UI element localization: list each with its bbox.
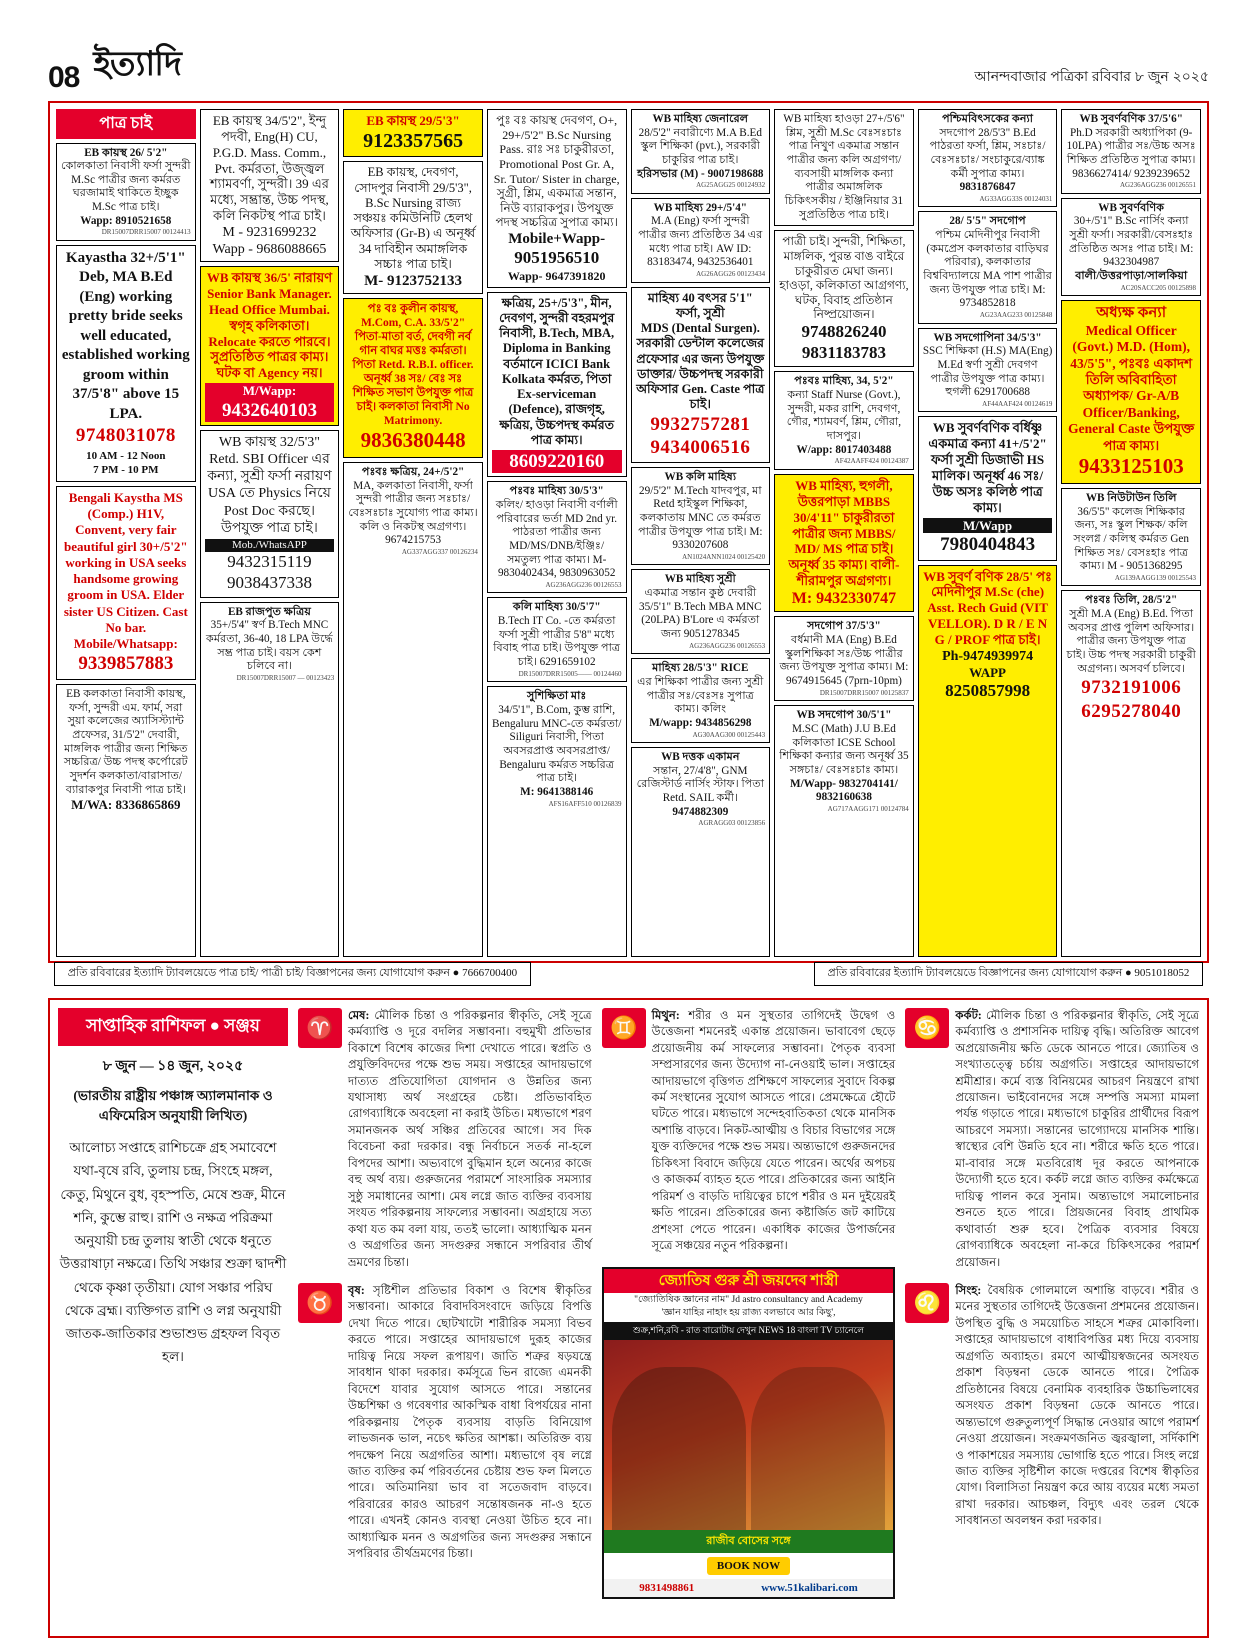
sign-body: সৃষ্টিশীল প্রতিভার বিকাশ ও বিশেষ স্বীকৃতির সম্ভাবনা। আকারে বিবাদবিসংবাদে জড়িয়ে বিপত্তি দেখা দিতে পারে। ছোটখাটো শারীরিক সমস্যা বিভব করতে পারে। সপ্তাহের আদায়ভাগে দুরূহ কাজের দায়িত্ব নিয়ে সফল রূপায়ণ। জাতি শত্রুর ষড়যন্ত্রে সাবধান থাকা দরকার। কর্মসূত্রে ভিন রাজ্যে এমনকী বিদেশে যাবার সুযোগ আসতে পারে। সন্তানের উচ্চশিক্ষা ও গবেষণার আকস্মিক বাধা বিপর্যয়ের নানা পরিকল্পনায় পৈতৃক ব্যবসায় বাড়তি বিনিয়োগ লাভজনক ভাল, নচেৎ ক্ষতির আশঙ্কা। অতিরিক্ত ব্যয় পদক্ষেপ নিয়ে অগ্রগতির আশা। মধ্যভাগে বৃষ লগ্নে জাত ব্যক্তির কর্ম পরিবর্তনের চেষ্টায় শুভ ফল মিলতে পারে। অতিমানিয়া ভাব বা সতেজবাদ বাড়বে। পরিবারের কারও আচরণ সন্তোষজনক না-ও হতে পারে। এখনই কোনও ব্যবস্থা নেওয়া উচিত হবে না। আধ্যাত্মিক মনন ও অগ্রগতির জন্য সদগুরুর সন্ধানে সপরিবার তীর্থভ্রমণের চিন্তা।	[348, 1284, 592, 1561]
sign-body: শরীর ও মন সুস্থতার তাগিদেই উদ্বেগ ও উত্তেজনা শমনেরই একান্ত প্রয়োজন। ভাবাবেগ ছেড়ে প্রয়োজনীয় কর্ম সাফল্যের সম্ভাবনা। পৈতৃক ব্যবসা সম্প্রসারণের জন্য উদ্যোগ না-নেওয়াই ভাল। সপ্তাহের আদায়ভাগে বৃত্তিগত প্রশিক্ষণে সাফল্যের সুবাদে বিকল্প কর্ম সংস্থানের সুযোগ আসতে পারে। প্রেমক্ষেত্রে হৌটে ঘটতে পারে। মধ্যভাগে সন্দেহবাতিকতা থেকে মানসিক অশান্তি বাড়বে। নিকট-আত্মীয় ও বিচার বিভাগের সঙ্গে যুক্ত ব্যক্তিদের পক্ষে শুভ সময়। অন্ত্যভাগে গুরুজনদের চিকিৎসা বিবাদে জড়িয়ে যেতে পারেন। অর্থের অপচয় ও কাজকর্ম ব্যাহত হতে পারে। প্রতিকারের জন্য আইনি পরিমর্শ ও বাড়তি দায়িত্বের চাপে শরীর ও মন দুইয়েরই ক্ষতি পারেন। প্রতিকারের জন্য কষ্টার্জিত জট কাটিয়ে প্রশংসা পেতে পারেন। একাধিক কাজের উপার্জনের সূত্রে সঞ্চয়ের নতুন পরিকল্পনা।	[651, 1008, 896, 1253]
ad-title: WB মাহিষ্য 29+/5'4"	[653, 201, 747, 214]
ad-title: পঃবঃ ক্ষত্রিয়, 24+/5'2"	[361, 466, 465, 479]
classified-ad	[918, 211, 1058, 323]
sign-text	[955, 1008, 1199, 1271]
classified-ad	[56, 143, 196, 241]
sign-text	[652, 1008, 896, 1255]
ad-phone[interactable]: M: 9432330747	[791, 589, 897, 607]
ad-code: DR15007DRR15005—— 00124460	[518, 669, 622, 678]
ad-phone[interactable]: 9748031078	[75, 425, 176, 447]
classified-column	[200, 109, 340, 957]
astro-phone[interactable]: 9831498861	[639, 1581, 695, 1594]
astro-contact-bar	[604, 1579, 894, 1597]
astrology-advertisement[interactable]	[602, 1267, 896, 1599]
horoscope-sign-taurus	[298, 1283, 592, 1563]
classified-column	[774, 109, 914, 957]
ad-title: অধ্যক্ষ কন্যা	[1096, 305, 1167, 322]
ad-body: 28/5'2" নবারীণ্যে M.A B.Ed স্কুল শিক্ষিকা (pvt.), সরকারী চাকুরির পাত্র চাই।	[638, 126, 762, 166]
classified-ad	[774, 230, 914, 367]
astro-photo-figure-right	[751, 1367, 884, 1530]
ad-body: Medical Officer (Govt.) M.D. (Hom), 43/5'5", পঃবঃ একাদশ তিলি অবিবাহিতা অধ্যাপক/ Gr-A/B Officer/Banking, General Caste উপযুক্ত পাত্র কাম্য।	[1068, 322, 1195, 453]
classified-ad	[774, 109, 914, 226]
ad-title: EB কায়স্থ 26/ 5'2"	[84, 146, 168, 159]
ad-phone[interactable]: 9339857883	[78, 653, 174, 675]
astro-tv-strip: শুক্র,শনি,রবি - রাত বারোটায় দেখুন NEWS 18 বাংলা TV চ্যানেলে	[604, 1322, 894, 1340]
ad-phone[interactable]: 7980404843	[940, 534, 1036, 556]
ad-body: WB মাহিষ্য হাওড়া 27+/5'6" শ্লিম, সুশ্রী M.Sc বেঃসঃচাঃ পাত্র নিখুণ একমাত্র সন্তান পাত্রীর জন্য কলি অগ্রগণ্য/ ব্যবসায়ী মাঙ্গলিক কন্যা পাত্রীর অমাঙ্গলিক চিকিৎসকীয় / ইঞ্জিনিয়ার 31 সুপ্রতিষ্ঠিত পাত্র চাই।	[783, 113, 905, 221]
ad-phone-1[interactable]: M - 9231699232	[222, 225, 317, 241]
footer-note-left: প্রতি রবিবারের ইত্যাদি ট্যাবলয়েডে পাত্র চাই/ পাত্রী চাই/ বিজ্ঞাপনের জন্য যোগাযোগ করুন ● 7666700400	[54, 962, 531, 986]
horoscope-sign-aries	[298, 1008, 592, 1271]
horoscope-intro-column	[58, 1008, 288, 1628]
classified-ad	[200, 602, 340, 957]
ad-phone[interactable]: 8609220160	[492, 450, 622, 473]
classified-ad	[1061, 109, 1201, 194]
ad-phone-1[interactable]: 9732191006	[1081, 677, 1182, 699]
ad-phone-label: Mob./WhatsAPP	[205, 539, 335, 552]
ad-body: কলিং/ হাওড়া নিবাসী বর্ণালী পরিবারের ভর্তা MD 2nd yr. পাঠরতা পাত্রীর জন্য MD/MS/DNB/ইঞ্জিঃ/ সমতুল্য পাত্র কাম্য। M-9830402434, 9830963052	[495, 498, 618, 580]
ad-body: EB কলকাতা নিবাসী কায়স্থ, ফর্সা, সুন্দরী এম. ফার্ম, সরা সুয়া কলেজের অ্যাসিস্ট্যান্ট প্রফেসর, 31/5'2" দেবারী, মাঙ্গলিক পাত্রীর জন্য শিক্ষিত সচ্চরিত্র/ উচ্চ পদস্থ কর্পোরেট সুদর্শন কলকাতা/বারাসাত/ব্যারাকপুর নিবাসী পাত্র চাই।	[63, 688, 188, 796]
astro-photo	[604, 1340, 894, 1530]
ad-phone-2[interactable]: 6295278040	[1081, 700, 1182, 722]
masthead	[0, 0, 1257, 101]
astro-tagline-bn: 'জ্ঞান যাহির নাহাং হয় রাজ্য বলভাবে আর কিছু',	[661, 1308, 836, 1319]
ad-phone[interactable]: W/app: 8017403488	[796, 443, 892, 456]
ad-phone-2: WAPP	[969, 664, 1006, 680]
astro-website[interactable]: www.51kalibari.com	[761, 1581, 858, 1594]
ad-code: AG33AGG33S 00124031	[979, 194, 1053, 203]
sign-name: কর্কট:	[955, 1008, 982, 1022]
ad-phone[interactable]: 9432640103	[205, 399, 335, 422]
classified-ad	[487, 481, 627, 593]
ad-title: পশ্চিমবিৎসকের কন্যা	[942, 113, 1034, 125]
classified-ad	[1061, 300, 1201, 484]
ad-title: পঃবঃ মাহিষ্য 30/5'3"	[509, 485, 604, 498]
ad-body: WB সুবর্ণবণিক বর্ধিষ্ণু একমাত্র কন্যা 41+/5'2" ফর্সা সুশ্রী ডিজাভী HS মালিক। অনূর্ধ্ব 46 সঃ/উচ্চ অসঃ কলিষ্ঠ পাত্র কাম্য।	[928, 420, 1047, 515]
page-number: 08	[48, 61, 80, 94]
ad-code: AG30AAG300 00125443	[692, 730, 766, 739]
classified-ad	[918, 565, 1058, 957]
sign-name: মেষ:	[348, 1008, 370, 1022]
astro-photo-figure-left	[612, 1367, 745, 1530]
classified-ad	[631, 747, 771, 957]
astro-book-now-wrap	[604, 1553, 894, 1579]
ad-code: AG717AAGG171 00124784	[827, 804, 909, 813]
classified-ad	[918, 328, 1058, 413]
sign-body: বৈষয়িক গোলমালে অশান্তি বাড়বে। শরীর ও মনের সুস্থতার তাগিদেই উত্তেজনা প্রশমনের প্রয়োজন। উপস্থিত বুদ্ধি ও সময়োচিত সাহসে শত্রুর মোকাবিলা। সপ্তাহের আদায়ভাগে বাধাবিপত্তির মধ্য দিয়ে ব্যবসায় অগ্রগতি অব্যাহত। রমণে আত্মীয়স্বজনের অসংযত প্রকাশ বিড়ম্বনা ডেকে আনতে পারে। পৈত্রিক প্রতিষ্ঠানের বিষয়ে বেনামিক ব্যবহারিক উচ্চাভিলাষের অসংযত প্রকাশ বিড়ম্বনা ডেকে আনতে পারে। অন্ত্যভাগে গুরুতুল্যপূর্ণ সিদ্ধান্ত নেওয়ার আগে পরামর্শ নেওয়া প্রয়োজন। সংক্রমণজনিত জ্বরজ্বালা, সর্দিকাশি ও পাকাশয়ের সমস্যায় ভোগান্তি হতে পারে। সিংহ লগ্নে জাত ব্যক্তির সৃষ্টিশীল কাজে দপ্তরের বিশেষ স্বীকৃতির যোগ। বিলাসিতা নিয়ন্ত্রণ করে আয় ব্যয়ের মধ্যে সমতা রাখা দরকার। আচঞ্চল, বিদ্যুৎ এবং তরল থেকে সাবধানতা অবলম্বন করা দরকার।	[955, 1284, 1200, 1528]
ad-body: Bengali Kaystha MS (Comp.) H1V, Convent, very fair beautiful girl 30+/5'2" working in USA seeks handsome growing groom in USA. Elder sister US Citizen. Cast No bar.	[63, 489, 188, 635]
astro-caption: রাজীব বোসের সঙ্গে	[604, 1530, 894, 1553]
ad-body: ক্ষত্রিয়, 25+/5'3", মীন, দেবগণ, সুন্দরী বহরমপুর নিবাসী, B.Tech, MBA, Diploma in Banking বর্তমানে ICICI Bank Kolkata কর্মরত, পিতা Ex-serviceman (Defence), রাজগৃহ, ক্ষত্রিয়, উচ্চপদস্থ কর্মরত পাত্র কাম্য।	[499, 295, 615, 447]
ad-code: AN1024ANN1024 00125420	[682, 552, 766, 561]
astro-headline: জ্যোতিষ গুরু শ্রী জয়দেব শাস্ত্রী	[604, 1269, 894, 1293]
ad-body: কোলকাতা নিবাসী ফর্সা সুন্দরী M.Sc পাত্রীর জন্য কর্মরত ঘরজামাই থাকিতে ইচ্ছুক M.Sc পাত্র চাই।	[61, 160, 191, 214]
classified-ad	[1061, 590, 1201, 957]
horoscope-sign-leo	[905, 1283, 1199, 1530]
ad-code: AF42AAFF424 00124387	[834, 457, 909, 466]
ad-title: WB সুবর্ণবণিক	[1098, 201, 1165, 214]
ad-phone[interactable]: হরিসভার (M) - 9007198688	[637, 167, 764, 180]
classified-footer	[48, 962, 1209, 986]
horoscope-section	[48, 998, 1209, 1638]
ad-title: WB সদগোপ 30/5'1"	[796, 709, 892, 722]
ad-body: 36/5'5" কলেজ শিক্ষিকার জন্য, সঃ স্কুল শিক্ষক/ কলি সংলগ্ন / কলিস্থ কর্মরত Gen শিক্ষিত সঃ/ বেসঃহাঃ পাত্র কাম্য। M - 9051368295	[1073, 505, 1189, 573]
ad-phone-2[interactable]: 9434006516	[650, 436, 751, 458]
ad-title: পঃবঃ মাহিষ্য, 34, 5'2"	[794, 375, 894, 388]
ad-line-2: Head Office Mumbai.	[208, 301, 330, 317]
ad-title: মাহিষ্য 28/5'3" RICE	[652, 662, 749, 675]
classified-ad	[200, 430, 340, 597]
ad-phone[interactable]: M/WA: 8336865869	[71, 797, 181, 813]
sign-name: মিথুন:	[651, 1008, 680, 1022]
ad-code: DR15007DRR15007 — 00123423	[236, 673, 335, 682]
classified-ad	[774, 705, 914, 957]
ad-body: পশ্চিম মেদিনীপুর নিবাসী (কমপ্রেস কলকাতার বাড়িঘর পরিবার), কলকাতার বিশ্ববিদ্যালয়ে MA পাশ পাত্রীর জন্য উপযুক্ত পাত্র চাই। M: 9734852818	[923, 229, 1052, 310]
classified-ad	[1061, 198, 1201, 296]
ad-line-6: ঘটক বা Agency নয়।	[216, 365, 323, 381]
classified-ad	[487, 292, 627, 478]
ad-title: WB মাহিষ্য সুশ্রী	[664, 573, 736, 586]
classified-ad	[631, 467, 771, 565]
ad-code: DR15007DRR15007 00125837	[819, 688, 909, 697]
sign-body: মৌলিক চিন্তা ও পরিকল্পনার স্বীকৃতি, সেই সূত্রে কর্মব্যাপ্তি ও দূরে বদলির সম্ভাবনা। বহুমুখী প্রতিভার বিকাশে বিশেষ কাজের দিশা দেখাতে পারে। স্বপ্রতি ও প্রযুক্তিবিদদের পক্ষে শুভ সময়। সপ্তাহের আদায়ভাগে দাত্যত প্রতিযোগিতা যোগদান ও উন্নতির জন্য যথাসাধ্য অর্থ সংগ্রহের চেষ্টা। প্রতিভাবহিত রোগব্যাধিকে অবহেলা না করাই উচিত। মধ্যভাগে শরণ সমানজনক অর্থ সঞ্চির প্রতিবের আগে। সব দিক বিবেচনা করা দরকার। বন্ধু নির্বাচনে সতর্ক না-হলে বিপদের আশা। অভ্যবাগে বুদ্ধিমান হলে অন্যের কাজে বহু অর্থ ব্যয়। গুরুজনের পরামর্শে সাংসারিক সমস্যার সুষ্ঠু সমাধানের আশা। মেষ লগ্নে জাত ব্যক্তির ব্যবসায় সংযত পরিকল্পনায় সাফল্যের সম্ভাবনা। অগ্রহায়ে সত্য কথা যত কম বলা যায়, ততই ভালো। আধ্যাত্মিক মনন ও অগ্রগতির জন্য সদগুরুর সন্ধানে সপরিবার তীর্থ ভ্রমণের চিন্তা।	[348, 1008, 592, 1269]
ad-phone-1[interactable]: 9432315119	[227, 552, 312, 572]
ad-body: EB কায়স্থ 29/5'3"	[366, 113, 460, 128]
classified-ad	[343, 298, 483, 458]
horoscope-date-range: ৮ জুন — ১৪ জুন, ২০২৫	[102, 1058, 244, 1074]
ad-body: পঃ বঃ কুলীন কায়স্থ, M.Com, C.A. 33/5'2" পিতা-মাতা বর্ত, দেবগী নর্ব গান বাঘর মত্তঃ কর্মরতা। পিতা Retd. R.B.I. officer. অনূর্ধ্ব 38 সঃ/ বেঃ সঃ শিক্ষিত সভাণ উপযুক্ত পাত্র চাই। কলকাতা নিবাসী No Matrimony.	[352, 303, 474, 428]
ad-phone[interactable]: M/Wapp- 9832704141/ 9832160638	[790, 777, 898, 804]
ad-hours-2: 7 PM - 10 PM	[93, 464, 159, 477]
classified-ad	[56, 486, 196, 680]
ad-line-1: Senior Bank Manager.	[207, 286, 332, 302]
classified-ad	[631, 109, 771, 194]
ad-title: মাহিষ্য 40 বৎসর 5'1" ফর্সা, সুশ্রী	[647, 290, 753, 320]
ad-code: AG139AAGG139 00125543	[1114, 573, 1196, 582]
ad-phone-1[interactable]: 9748826240	[801, 322, 887, 341]
ad-body: EB কায়স্থ, দেবগণ, সোদপুর নিবাসী 29/5'3", B.Sc Nursing রাজ্য সঞ্চয়ঃ কমিউনিটি হেলথ অফিসার (Gr-B) এ অনূর্ধ্ব 34 দাবিহীন অমাঙ্গলিক সচ্চাঃ পাত্র চাই।	[350, 165, 476, 271]
horoscope-column-3	[905, 1008, 1199, 1628]
classified-column	[631, 109, 771, 957]
ad-body: M.SC (Math) J.U B.Ed কলিকাতা ICSE School শিক্ষিকা কন্যার জন্য অনূর্ধ্ব 35 সঙ্গচাঃ/ বেঃসঃচাঃ কাম্য।	[779, 722, 909, 776]
ad-body: Kayastha 32+/5'1" Deb, MA B.Ed (Eng) working pretty bride seeks well educated, established working groom within 37/5'8" above 15 LPA.	[61, 249, 190, 422]
classified-ad	[487, 686, 627, 957]
classified-ad	[56, 245, 196, 482]
classified-ad	[487, 109, 627, 288]
classified-ad	[774, 371, 914, 469]
ad-body: পাত্রী চাই। সুন্দরী, শিক্ষিতা, মাঙ্গলিক, পুরন্ত বাঙ বাইরে চাকুরীরত মেঘা জন্য। হাওড়া, কলিকাতা আগ্রগণ্য, ঘটক, বিবাহ প্রতিষ্ঠান নিষ্প্রয়োজন।	[779, 234, 909, 322]
classified-ad	[56, 684, 196, 957]
ad-phone-1[interactable]: Ph-9474939974	[942, 648, 1034, 664]
ad-body: 30+/5'1" B.Sc নার্সিং কন্যা সুশ্রী ফর্সা। সরকারী/বেসঃহাঃ প্রতিষ্ঠিত অসঃ পাত্র চাই। M: 9432304987	[1069, 215, 1194, 269]
sign-text	[348, 1008, 592, 1271]
ad-subtitle: MDS (Dental Surgen). সরকারী ডেন্টাল কলেজের প্রফেসার এর জন্য উপযুক্ত ডাক্তার/ উচ্চপদস্থ সরকারী অফিসার Gen. Caste পাত্র চাই।	[636, 321, 765, 412]
ad-code: AG26AGG26 00123434	[696, 270, 766, 279]
classified-ad	[774, 616, 914, 701]
ad-body: EB কায়স্থ 34/5'2", ইন্দু পদবী, Eng(H) CU, P.G.D. Mass. Comm., Pvt. কর্মরতা, উজ্জ্বল শ্যামবর্ণা, সুন্দরী। 39 এর মধ্যে, সম্ভ্রান্ত, উচ্চ পদস্থ, কলি নিকটস্থ পাত্র চাই।	[209, 113, 329, 224]
ad-phone[interactable]: M- 9123752133	[364, 273, 463, 289]
ad-phone-label: M/Wapp:	[205, 383, 335, 399]
ad-body: পুঃ বঃ কায়স্থ দেবগণ, O+, 29+/5'2" B.Sc Nursing Pass. রাঃ সঃ চাকুরীরতা, Promotional Post Gr. A, Sr. Tutor/ Sister in charge, সুগ্রী, শ্লিম, একমাত্র সন্তান, নিউ ব্যারাকপুর। উপযুক্ত পদস্থ সচ্চরিত্র সুপাত্র কাম্য।	[493, 113, 620, 230]
cancer-icon: ♋	[905, 1008, 949, 1048]
classified-column	[343, 109, 483, 957]
ad-code: AFS16AFF510 00126839	[548, 799, 622, 808]
ad-code: AF44AAF424 00124619	[982, 399, 1053, 408]
ad-contact: Wapp: 8910521658	[80, 214, 172, 227]
gemini-icon: ♊	[602, 1008, 646, 1048]
classified-column	[487, 109, 627, 957]
classified-ad	[631, 569, 771, 654]
ad-code: AG23AAG233 00125848	[979, 311, 1053, 320]
classified-ad	[200, 109, 340, 262]
horoscope-subtitle: (ভারতীয় রাষ্ট্রীয় পঞ্চাঙ্গ অ্যালমানাক ও এফিমেরিস অনুযায়ী লিখিত)	[73, 1087, 273, 1123]
ad-body: SSC শিক্ষিকা (H.S) MA(Eng) M.Ed স্বর্ণা সুশ্রী দেবগণ পাত্রীর উপযুক্ত পাত্র কাম্য। হুগলী 6291700688	[922, 345, 1053, 399]
ad-phone[interactable]: 9831876847	[959, 181, 1016, 194]
ad-body: এর শিক্ষিকা পাত্রীর জন্য সুশ্রী পাত্রীর সঃ/বেঃসঃ সুপাত্র কাম্য। কলিং	[637, 675, 764, 716]
horoscope-sign-cancer	[905, 1008, 1199, 1271]
horoscope-column-1	[298, 1008, 592, 1628]
ad-phone-label: Mobile+Wapp-	[508, 231, 606, 247]
ad-title: কলি মাহিষ্য 30/5'7"	[512, 601, 601, 614]
classified-ad	[631, 198, 771, 283]
classified-ad	[487, 597, 627, 682]
ad-code: AGRAGG03 00123856	[698, 819, 766, 828]
ad-body: সদগোপ 28/5'3" B.Ed পাঠরতা ফর্সা, শ্লিম, সঃচাঃ/বেঃসঃচাঃ/ সংচাকুরে/ব্যাঙ্ক কর্মী সুপাত্র কাম্য।	[929, 126, 1046, 180]
ad-code: AC20SACC205 00125898	[1120, 283, 1196, 292]
ad-phone[interactable]: 9474882309	[672, 805, 729, 818]
ad-location: বালী/উত্তরপাড়া/সালকিয়া	[1075, 270, 1188, 283]
classified-ad	[631, 658, 771, 743]
book-now-button[interactable]: BOOK NOW	[707, 1557, 790, 1575]
ad-body: MA, কলকাতা নিবাসী, ফর্সা সুন্দরী পাত্রীর জন্য সঃচাঃ/ বেঃসঃচাঃ সুযোগ্য পাত্র কাম্য। কলি ও নিকটস্থ অগ্রগণ্য। 9674215753	[348, 479, 478, 547]
ad-code: AG236AGG236 00126553	[689, 641, 766, 650]
ad-phone[interactable]: M: 9641388146	[520, 785, 594, 798]
classified-ad	[343, 109, 483, 157]
horoscope-title: সাপ্তাহিক রাশিফল ● সঞ্জয়	[58, 1008, 288, 1046]
taurus-icon: ♉	[298, 1283, 342, 1323]
ad-title: WB সুবর্ণবণিক 37/5'6"	[1079, 113, 1183, 125]
sign-text	[955, 1283, 1199, 1530]
ad-body: বর্ধমানী MA (Eng) B.Ed স্কুলশিক্ষিকা সঃ/উচ্চ পাত্রীর জন্য উপযুক্ত সুপাত্র কাম্য। M: 9674915645 (7prn-10pm)	[779, 634, 909, 688]
classified-ad	[343, 462, 483, 957]
ad-hours-1: 10 AM - 12 Noon	[86, 450, 166, 463]
ad-body: 34/5'1", B.Com, কুম্ভ রাশি, Bengaluru MNC-তে কর্মরতা/ Siliguri নিবাসী, পিতা অবসরপ্রাপ্ত অবসরপ্রাপ্ত/ Bengaluru কর্মরত সচ্চরিত্র পাত্র চাই।	[492, 703, 622, 785]
ad-code: AG25AGG25 00124932	[696, 181, 766, 190]
classified-ad	[200, 266, 340, 426]
ad-code: AG337AGG337 00126234	[401, 547, 478, 556]
ad-phone-2[interactable]: Wapp- 9647391820	[507, 269, 606, 284]
ad-title: WB কলি মাহিষ্য	[664, 470, 737, 483]
leo-icon: ♌	[905, 1283, 949, 1323]
classified-ad	[918, 416, 1058, 560]
classified-ad	[774, 474, 914, 613]
classified-ad	[918, 109, 1058, 207]
aries-icon: ♈	[298, 1008, 342, 1048]
ad-phone-1[interactable]: 9051956510	[514, 248, 600, 268]
ad-body: WB মাহিষ্য, হুগলী, উত্তরপাড়া MBBS 30/4'11" চাকুরীরতা পাত্রীর জন্য MBBS/ MD/ MS পাত্র চাই। অনূর্ধ্ব 35 কাম্য। বালী-শীরামপুর অগ্রগণ্য।	[788, 477, 900, 589]
classified-header: পাত্র চাই	[56, 109, 196, 139]
horoscope-column-2	[602, 1008, 896, 1628]
ad-title: 28/ 5'5" সদগোপ	[949, 215, 1026, 228]
ad-body: 29/5'2" M.Tech যাদবপুর, মা Retd হাইস্কুল শিক্ষিকা, কলকাতায় MNC তে কর্মরত পাত্রীর উপযুক্ত পাত্র চাই। M: 9330207608	[638, 484, 763, 552]
horoscope-sign-gemini	[602, 1008, 896, 1255]
ad-phone[interactable]: 9123357565	[363, 129, 464, 152]
ad-title: WB দত্তক একামন	[661, 751, 740, 764]
ad-body: B.Tech IT Co. -তে কর্মরতা ফর্সা সুশ্রী পাত্রীর 5'8" মধ্যে বিবাহ পাত্র চাই। উপযুক্ত পাত্র চাই। 6291659102	[493, 615, 621, 669]
ad-title: পঃবঃ তিলি, 28/5'2"	[1085, 594, 1178, 607]
classified-section	[48, 101, 1209, 963]
ad-line-0: WB কায়স্থ 36/5' নারায়ণ	[206, 270, 333, 286]
ad-body: Ph.D সরকারী অধ্যাপিকা (9-10LPA) পাত্রীর সঃ/উচ্চ অসঃ শিক্ষিত প্রতিষ্ঠিত সুপাত্র কাম্য। 9836627414/ 9239239652	[1066, 126, 1196, 180]
ad-phone-3[interactable]: 8250857998	[945, 680, 1031, 700]
page-title: ইত্যাদি	[93, 45, 181, 83]
classified-column	[1061, 109, 1201, 957]
ad-title: সুশিক্ষিতা মাঃ	[527, 690, 587, 703]
ad-code: AG236AGG236 00126551	[1119, 181, 1196, 190]
ad-title: EB রাজপুত ক্ষত্রিয়	[227, 605, 311, 618]
sign-name: বৃষ:	[348, 1284, 365, 1297]
ad-body: একমাত্র সন্তান কুষ্ঠ দেবারী 35/5'1" B.Tech MBA MNC (20LPA) B'Lore এ কর্মরতা জন্য 9051278345	[638, 587, 762, 641]
astro-tagline-en: "জ্যোতিষিক জ্ঞানের নাম" Jd astro consultancy and Academy	[634, 1294, 863, 1305]
ad-phone-2[interactable]: Wapp - 9686088665	[212, 242, 327, 258]
ad-phone[interactable]: 9836380448	[360, 428, 466, 453]
sign-name: সিংহ:	[955, 1284, 982, 1297]
ad-title: WB মাহিষ্য জেনারেল	[652, 113, 749, 125]
ad-body: সুশ্রী M.A (Eng) B.Ed. পিতা অবসর প্রাপ্ত পুলিশ অফিসার। পাত্রীর জন্য উপযুক্ত পাত্র চাই। উচ্চ পদস্থ সরকারী চাকুরী অগ্রগন্য। অসবর্ণ চলিবে।	[1066, 608, 1196, 675]
ad-body: WB সুবর্ণ বণিক 28/5' পঃ মেদিনীপুর M.Sc (che) Asst. Rech Guid (VIT VELLOR). D R / E N G / PROF পাত্র চাই।	[923, 568, 1052, 648]
ad-title: WB নিউটাউন তিলি	[1085, 491, 1177, 504]
ad-title: WB সদগোপিনা 34/5'3"	[933, 331, 1042, 344]
ad-body: সন্তান, 27/4'8", GNM রেজিস্টার্ড নার্সিং স্টাফ। পিতা Retd. SAIL কর্মী।	[636, 764, 764, 805]
sign-body: মৌলিক চিন্তা ও পরিকল্পনার স্বীকৃতি, সেই সূত্রে কর্মব্যাপ্তি ও প্রশাসনিক দায়িত্ব বৃদ্ধি। অতিরিক্ত আবেগ অপ্রয়োজনীয় ক্ষতি ডেকে আনতে পারে। জ্যোতিষ ও সংখ্যাতত্ত্বে চর্চায় অগ্রগতি। সপ্তাহের আদায়ভাগে শ্রমীশ্রার। কর্মে ব্যস্ত বিনিয়মের আচরণ নিয়ন্ত্রণে রাখা প্রয়োজন। ভাইবোনদের সঙ্গে সম্পত্তি সমস্যা মামলা পর্যন্ত গড়াতে পারে। মধ্যভাগে চাকুরির প্রার্থীদের বিরূপ আচরণে সমস্যা। সন্তানের ভাগ্যোদয়ে মানসিক শান্তি। স্বাস্থ্যের বেশি উন্নতি হবে না। শরীরে ক্ষতি হতে পারে। মা-বাবার সঙ্গে মতবিরোধ দূর করতে আপনাকে উদ্যোগী হতে হবে। কর্কট লগ্নে জাত ব্যক্তির কর্মক্ষেত্রে দায়িত্ব পালন করে সুনাম। অন্ত্যভাগে সমালোচনার শুনতে হতে পারে। প্রিয়জনের বিবাহ প্রাথমিক কথাবার্তা শুরু হবে। পৈত্রিক ব্যবসার বিষয়ে রোগব্যাধিকে অবহেলা না-করে চিকিৎসকের পরামর্শ প্রয়োজন।	[955, 1008, 1200, 1269]
ad-body: M.A (Eng) ফর্সা সুন্দরী পাত্রীর জন্য প্রতিষ্ঠিত 34 এর মধ্যে পাত্র চাই। AW ID: 83183474, 9432536401	[638, 215, 763, 269]
ad-body: কন্যা Staff Nurse (Govt.), সুন্দরী, মকর রাশি, দেবগণ, গৌর, শ্যামবর্ণ, শ্লিম, গৌরা, দাসপুর।	[786, 389, 902, 443]
classified-column	[918, 109, 1058, 957]
ad-body: 35+/5'4" স্বর্ণ B.Tech MNC কর্মরতা, 36-40, 18 LPA উর্দ্ধে সম্ভ্র পাত্র চাই। বয়স কেশ চলিবে না।	[206, 619, 333, 673]
ad-line-5: সুপ্রতিষ্ঠিত পাত্রর কাম্য।	[210, 349, 329, 365]
ad-code: AG236AGG236 00126553	[545, 580, 622, 589]
ad-phone-2[interactable]: 9038437338	[226, 572, 312, 592]
ad-title: সদগোপ 37/5'3"	[807, 620, 881, 633]
ad-code: DR15007DRR15007 00124413	[101, 228, 191, 237]
classified-ad	[631, 287, 771, 463]
ad-line-4: Relocate করতে পারবে।	[208, 333, 331, 349]
classified-column	[56, 109, 196, 957]
ad-line-3: স্বগৃহ কলিকাতা।	[229, 317, 310, 333]
publication-line: আনন্দবাজার পত্রিকা রবিবার ৮ জুন ২০২৫	[974, 68, 1209, 84]
ad-phone-2[interactable]: 9831183783	[801, 342, 886, 362]
ad-contact-label: Mobile/Whatsapp:	[73, 636, 178, 652]
ad-phone-1[interactable]: 9932757281	[650, 413, 751, 435]
horoscope-intro-text: আলোচ্য সপ্তাহে রাশিচক্রে গ্রহ সমাবেশে যথা-বৃষে রবি, তুলায় চন্দ্র, সিংহে মঙ্গল, কেতু, মিথুনে বুধ, বৃহস্পতি, মেষে শুক্র, মীনে শনি, কুম্ভে রাহু। রাশি ও নক্ষত্র পরিক্রমা অনুযায়ী চন্দ্র তুলায় স্বাতী থেকে ধনুতে উত্তরাষাঢ়া নক্ষত্রে। তিথি সঞ্চার শুক্রা দ্বাদশী থেকে কৃষ্ণা তৃতীয়া। যোগ সঞ্চার পরিঘ থেকে ব্রহ্ম। ব্যক্তিগত রাশি ও লগ্ন অনুযায়ী জাতক-জাতিকার শুভাশুভ গ্রহফল বিবৃত হল।	[59, 1140, 287, 1365]
classified-ad	[1061, 488, 1201, 586]
ad-phone-label: M/Wapp	[923, 518, 1053, 534]
ad-body: WB কায়স্থ 32/5'3" Retd. SBI Officer এর কন্যা, সুশ্রী ফর্সা নরায়ণ USA তে Physics নিয়ে Post Doc করছে। উপযুক্ত পাত্র চাই।	[207, 435, 332, 536]
footer-note-right: প্রতি রবিবারের ইত্যাদি ট্যাবলয়েডে বিজ্ঞাপনের জন্য যোগাযোগ করুন ● 9051018052	[814, 962, 1203, 986]
classified-ad	[343, 161, 483, 294]
ad-phone[interactable]: M/wapp: 9434856298	[649, 716, 752, 729]
ad-phone[interactable]: 9433125103	[1078, 454, 1184, 479]
sign-text	[348, 1283, 592, 1563]
